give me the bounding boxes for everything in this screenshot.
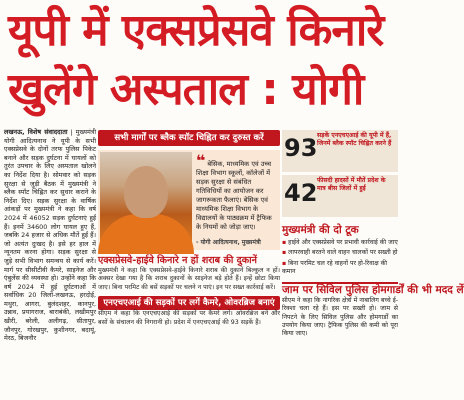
cm-photo bbox=[100, 152, 192, 248]
photo-face bbox=[124, 166, 168, 218]
middle-column bbox=[98, 130, 280, 400]
liquor-shops-text: मुख्यमंत्री ने कहा कि एक्सप्रेसवे-हाईवे किनारे शराब की दुकानें बिल्कुल न हों। अक्सर देखा गया है कि शराब दुकानों के साइनेज बड़े होते हैं। इन्हें छोटा किया जाए। बिना परमिट की बसें सड़कों पर चलने न पाएं। इन पर सख्त कार्रवाई करें। bbox=[98, 267, 280, 291]
liquor-shops-heading: एक्सप्रेसवे-हाईवे किनारे न हों शराब की दुकानें bbox=[98, 255, 257, 266]
dateline: लखनऊ, विशेष संवाददाता bbox=[4, 128, 68, 136]
stat-box bbox=[282, 130, 398, 172]
stat-number: 93 bbox=[284, 134, 318, 162]
photo-robe bbox=[98, 214, 194, 254]
list-item: ▪ हाईवे और एक्सप्रेसवे पर प्रभावी कार्रवाई की जाए bbox=[282, 239, 398, 247]
stat-box bbox=[282, 175, 398, 217]
quote-attribution: - योगी आदित्यनाथ, मुख्यमंत्री bbox=[196, 239, 261, 246]
quote-text bbox=[196, 151, 276, 232]
stat-text: फीसदी हादसों में मौतें प्रदेश के मात्र बीस जिलों में हुईं bbox=[317, 177, 386, 192]
cm-points-list bbox=[282, 239, 398, 276]
list-item: ▪ लापरवाही बरतने वाले वाहन चालकों पर सख्ती हो bbox=[282, 249, 398, 257]
traffic-jam-title: जाम पर सिविल पुलिस होमगार्डों की भी मदद लें bbox=[282, 284, 464, 297]
left-column-body: | मुख्यमंत्री योगी आदित्यनाथ ने यूपी के सभी एक्सप्रेसवे के दोनों तरफ पुलिस पिकेट बनाने और सड़क दुर्घटना में घायलों को तुरंत उपचार के लिए अस्पताल खोलने का निर्देश दिया है। सोमवार को सड़क सुरक्षा से जुड़ी बैठक में मुख्यमंत्री ने ब्लैक स्पॉट चिह्नित कर सुधार कराने के निर्देश दिए। सड़क सुरक्षा के वार्षिक आंकड़ों पर मुख्यमंत्री ने कहा कि वर्ष 2024 में 46052 सड़क दुर्घटनाएं हुईं हैं। इनमें 34600 लोग घायल हुए हैं, जबकि 24 हजार से अधिक मौतें हुईं हैं। जो अत्यंत दुःखद है। इसे हर हाल में न्यूनतम करना होगा। सड़क सुरक्षा से जुड़े सभी विभाग समन्वय से कार्य करें। मार्ग पर सीसीटीवी कैमरे, साइनेज और एंबुलेंस की व्यवस्था हो। उन्होंने कहा कि वर्ष 2024 में हुई दुर्घटनाओं में सर्वाधिक 20 जिलों-लखनऊ, हरदोई, मथुरा, आगरा, बुलंदशहर, कानपुर, उन्नाव, प्रयागराज, बाराबंकी, लखीमपुर खीरी, बरेली, अलीगढ़, सीतापुर, जौनपुर, गोरखपुर, कुशीनगर, बदायूं, मेरठ, बिजनौर bbox=[4, 128, 96, 343]
traffic-jam-box bbox=[282, 282, 464, 338]
nhai-banner: एनएचएआई की सड़कों पर लगें कैमरे, ओवरब्रिज बनाएं bbox=[98, 296, 280, 310]
stat-number: 42 bbox=[284, 179, 318, 207]
stat-text: सड़कें एनएचएआई की यूपी में हैं, जिनमें ब्लैक स्पॉट चिह्नित करने हैं bbox=[317, 132, 392, 147]
quote-body: बेसिक, माध्यमिक एवं उच्च शिक्षा विभाग स्कूलों, कॉलेजों में सड़क सुरक्षा से संबंधित गतिविधियों का आयोजन कर जागरूकता फैलाएं। बेसिक एवं माध्यमिक शिक्षा विभाग के विद्यालयों के पाठ्यक्रम में ट्रैफिक के नियमों को जोड़ा जाए। bbox=[196, 160, 272, 231]
headline-line-2: खुलेंगे अस्पताल : योगी bbox=[8, 64, 364, 115]
cm-points-heading: मुख्यमंत्री की दो टूक bbox=[282, 224, 359, 236]
traffic-jam-text: सीएम ने कहा कि नागरिक क्षेत्रों में नाबालिग बच्चे ई-रिक्शा चला रहे हैं। इस पर सख्ती हो। जाम से निपटने के लिए सिविल पुलिस और होमगार्डों का उपयोग किया जाए। ट्रैफिक पुलिस की कमी को पूरा किया जाए। bbox=[282, 297, 398, 338]
right-column bbox=[282, 130, 464, 400]
headline-line-1: यूपी में एक्सप्रेसवे किनारे bbox=[8, 5, 384, 56]
list-item: ▪ बिना परमिट चल रहे वाहनों पर हो-रिवाक्ष की कमान bbox=[282, 260, 398, 277]
headline bbox=[2, 0, 396, 128]
nhai-text: सीएम ने कहा कि एनएचएआई की सड़कों पर कैमरे लगें। ओवरब्रिज बनें और बसों के संचालन की निगरानी हो। प्रदेश में एनएचएआई की 93 सड़कें हैं। bbox=[98, 310, 280, 326]
quote-box bbox=[98, 150, 280, 250]
quote-mark-icon: ❝ bbox=[196, 151, 206, 170]
left-column bbox=[4, 128, 96, 400]
middle-banner: सभी मार्गों पर ब्लैक स्पॉट चिह्नित कर दुरुस्त करें bbox=[98, 130, 280, 146]
